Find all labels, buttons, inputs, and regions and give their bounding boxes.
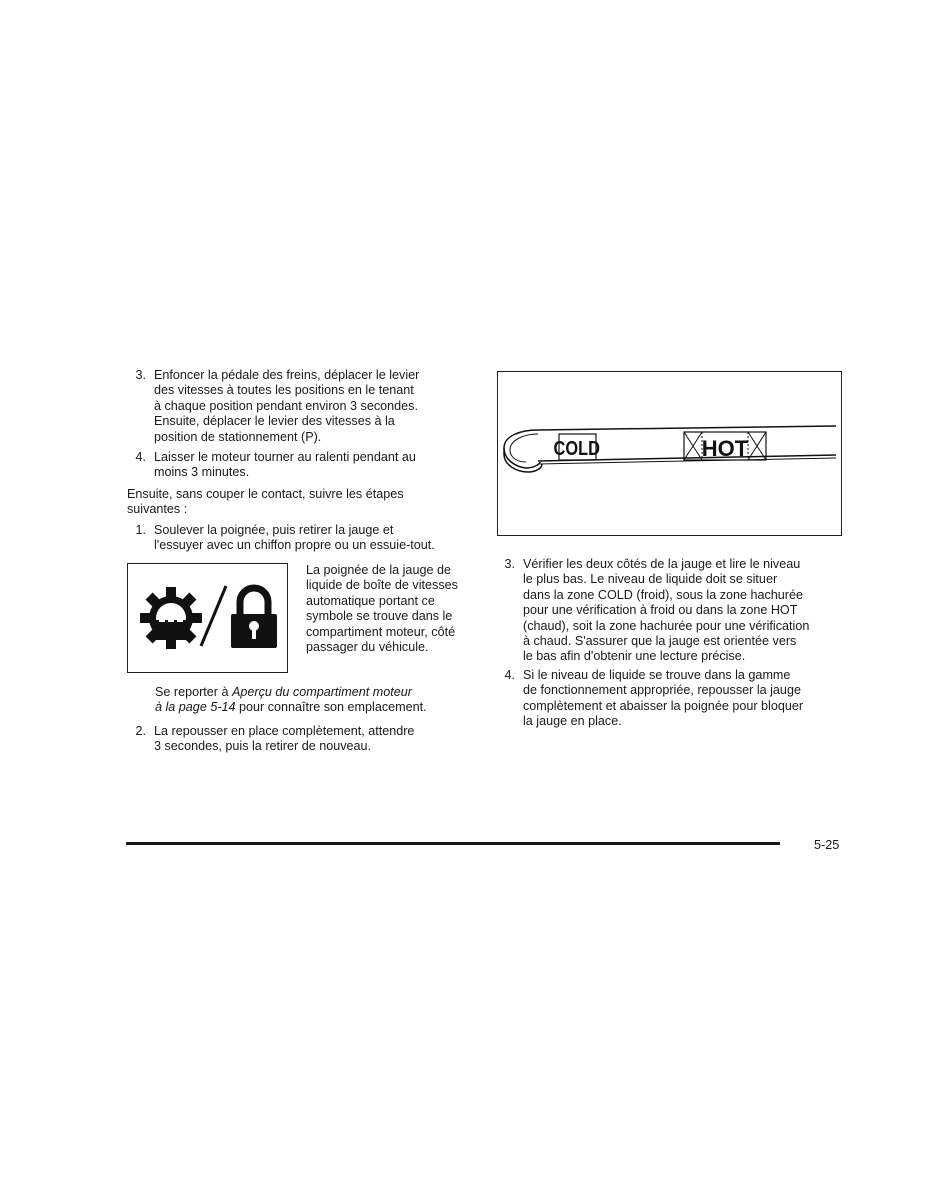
text-line: (chaud), soit la zone hachurée pour une vérification (523, 618, 810, 633)
text-line: à chaque position pendant environ 3 secondes. (154, 398, 418, 413)
footer-rule (126, 842, 780, 845)
text-line: à chaud. S'assurer que la jauge est orientée vers (523, 634, 797, 649)
sub-step-1 (128, 523, 473, 555)
reference-link-page[interactable]: à la page 5-14 (155, 700, 236, 715)
text-line: la jauge en place. (523, 714, 622, 729)
text-line: La poignée de la jauge de (306, 563, 451, 577)
dipstick-figure (497, 371, 842, 536)
text-line: Enfoncer la pédale des freins, déplacer le levier (154, 368, 420, 382)
reference-link-title[interactable]: Aperçu du compartiment moteur (232, 685, 412, 699)
text-line: l'essuyer avec un chiffon propre ou un essuie-tout. (154, 538, 435, 553)
step-number: 1. (135, 523, 146, 537)
step-number: 4. (135, 450, 146, 464)
text-line: 3 secondes, puis la retirer de nouveau. (154, 739, 372, 754)
step-number: 2. (135, 724, 146, 738)
text-line: complètement et abaisser la poignée pour bloquer (523, 698, 804, 713)
step-number: 3. (135, 368, 146, 382)
text-line: symbole se trouve dans le (306, 609, 453, 624)
hot-label: HOT (701, 436, 749, 461)
text-line: le bas afin d'obtenir une lecture précise. (523, 649, 746, 664)
text-line: Vérifier les deux côtés de la jauge et lire le niveau (523, 557, 801, 571)
cold-label: COLD (553, 436, 600, 460)
text-line: de fonctionnement appropriée, repousser la jauge (523, 683, 801, 698)
gear-icon (140, 587, 202, 649)
text-line: compartiment moteur, côté (306, 624, 456, 639)
step-4-left (128, 450, 468, 482)
reference-prefix: Se reporter à (155, 685, 233, 699)
sub-step-2 (128, 724, 468, 756)
dipstick-illustration (498, 372, 840, 534)
symbol-caption (306, 563, 476, 655)
page-number: 5-25 (814, 838, 840, 852)
text-line: position de stationnement (P). (154, 429, 322, 444)
transmission-lock-icon (128, 564, 286, 671)
text-line: pour une vérification à froid ou dans la zone HOT (523, 603, 798, 618)
step-3-right (497, 557, 842, 667)
step-number: 4. (504, 668, 515, 682)
text-line: dans la zone COLD (froid), sous la zone hachurée (523, 587, 804, 602)
step-3-left (128, 368, 468, 448)
text-line: suivantes : (127, 502, 188, 517)
intro-paragraph (127, 487, 467, 518)
text-line: Soulever la poignée, puis retirer la jauge et (154, 523, 394, 537)
padlock-icon (231, 588, 277, 648)
gear-lock-symbol-box (127, 563, 288, 673)
text-line: Ensuite, sans couper le contact, suivre les étapes (127, 487, 404, 501)
reference-suffix: pour connaître son emplacement. (235, 700, 427, 715)
text-line: moins 3 minutes. (154, 465, 250, 480)
slash-divider (201, 586, 226, 646)
step-number: 3. (504, 557, 515, 571)
text-line: Si le niveau de liquide se trouve dans la gamme (523, 668, 791, 682)
text-line: le plus bas. Le niveau de liquide doit se situer (523, 572, 778, 587)
text-line: Ensuite, déplacer le levier des vitesses à la (154, 414, 395, 429)
step-4-right (497, 668, 842, 732)
text-line: liquide de boîte de vitesses (306, 578, 458, 593)
text-line: La repousser en place complètement, attendre (154, 724, 415, 738)
text-line: des vitesses à toutes les positions en le tenant (154, 383, 414, 398)
text-line: automatique portant ce (306, 593, 435, 608)
text-line: Laisser le moteur tourner au ralenti pendant au (154, 450, 416, 464)
cross-reference (155, 685, 475, 716)
text-line: passager du véhicule. (306, 640, 429, 655)
